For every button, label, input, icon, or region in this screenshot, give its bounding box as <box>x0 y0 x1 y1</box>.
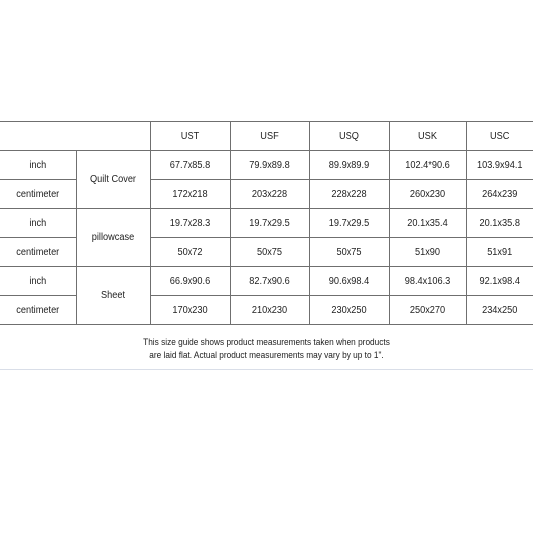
measurement-cell: 20.1x35.8 <box>469 209 531 238</box>
measurement-cell: 50x72 <box>153 238 227 267</box>
unit-label: centimeter <box>3 238 73 267</box>
divider <box>0 369 533 370</box>
measurement-cell: 19.7x28.3 <box>153 209 227 238</box>
measurement-cell: 89.9x89.9 <box>312 151 386 180</box>
measurement-cell: 250x270 <box>392 296 463 325</box>
size-header-usq: USQ <box>312 122 386 151</box>
size-header-ust: USТ <box>153 122 227 151</box>
measurement-cell: 51x91 <box>469 238 531 267</box>
table-row <box>0 267 533 296</box>
note-line-1: This size guide shows product measurements taken when products <box>143 337 390 347</box>
measurement-cell: 170x230 <box>153 296 227 325</box>
unit-label: centimeter <box>3 296 73 325</box>
table-row <box>0 209 533 238</box>
measurement-cell: 228x228 <box>312 180 386 209</box>
table-row <box>0 151 533 180</box>
size-header-usc: USC <box>469 122 531 151</box>
size-header-usk: USK <box>392 122 463 151</box>
measurement-cell: 92.1x98.4 <box>469 267 531 296</box>
unit-label: inch <box>3 267 73 296</box>
measurement-cell: 51x90 <box>392 238 463 267</box>
measurement-cell: 98.4x106.3 <box>392 267 463 296</box>
group-label-quilt-cover: Quilt Cover <box>79 151 147 209</box>
measurement-cell: 66.9x90.6 <box>153 267 227 296</box>
size-header-usf: USF <box>233 122 306 151</box>
note-line-2: are laid flat. Actual product measurements may vary by up to 1". <box>149 350 384 360</box>
measurement-cell: 20.1x35.4 <box>392 209 463 238</box>
measurement-cell: 79.9x89.8 <box>233 151 306 180</box>
measurement-cell: 67.7x85.8 <box>153 151 227 180</box>
measurement-cell: 102.4*90.6 <box>392 151 463 180</box>
measurement-cell: 19.7x29.5 <box>233 209 306 238</box>
unit-label: centimeter <box>3 180 73 209</box>
measurement-cell: 264x239 <box>469 180 531 209</box>
header-row <box>0 122 533 151</box>
measurement-cell: 50x75 <box>312 238 386 267</box>
unit-label: inch <box>3 209 73 238</box>
size-guide-table <box>0 121 533 325</box>
measurement-cell: 103.9x94.1 <box>469 151 531 180</box>
unit-label: inch <box>3 151 73 180</box>
measurement-note <box>0 336 533 362</box>
measurement-cell: 172x218 <box>153 180 227 209</box>
group-label-sheet: Sheet <box>79 267 147 325</box>
measurement-cell: 230x250 <box>312 296 386 325</box>
measurement-cell: 234x250 <box>469 296 531 325</box>
measurement-cell: 203x228 <box>233 180 306 209</box>
measurement-cell: 210x230 <box>233 296 306 325</box>
measurement-cell: 50x75 <box>233 238 306 267</box>
measurement-cell: 82.7x90.6 <box>233 267 306 296</box>
measurement-cell: 19.7x29.5 <box>312 209 386 238</box>
header-corner-cell <box>6 122 144 151</box>
measurement-cell: 90.6x98.4 <box>312 267 386 296</box>
measurement-cell: 260x230 <box>392 180 463 209</box>
group-label-pillowcase: pillowcase <box>79 209 147 267</box>
